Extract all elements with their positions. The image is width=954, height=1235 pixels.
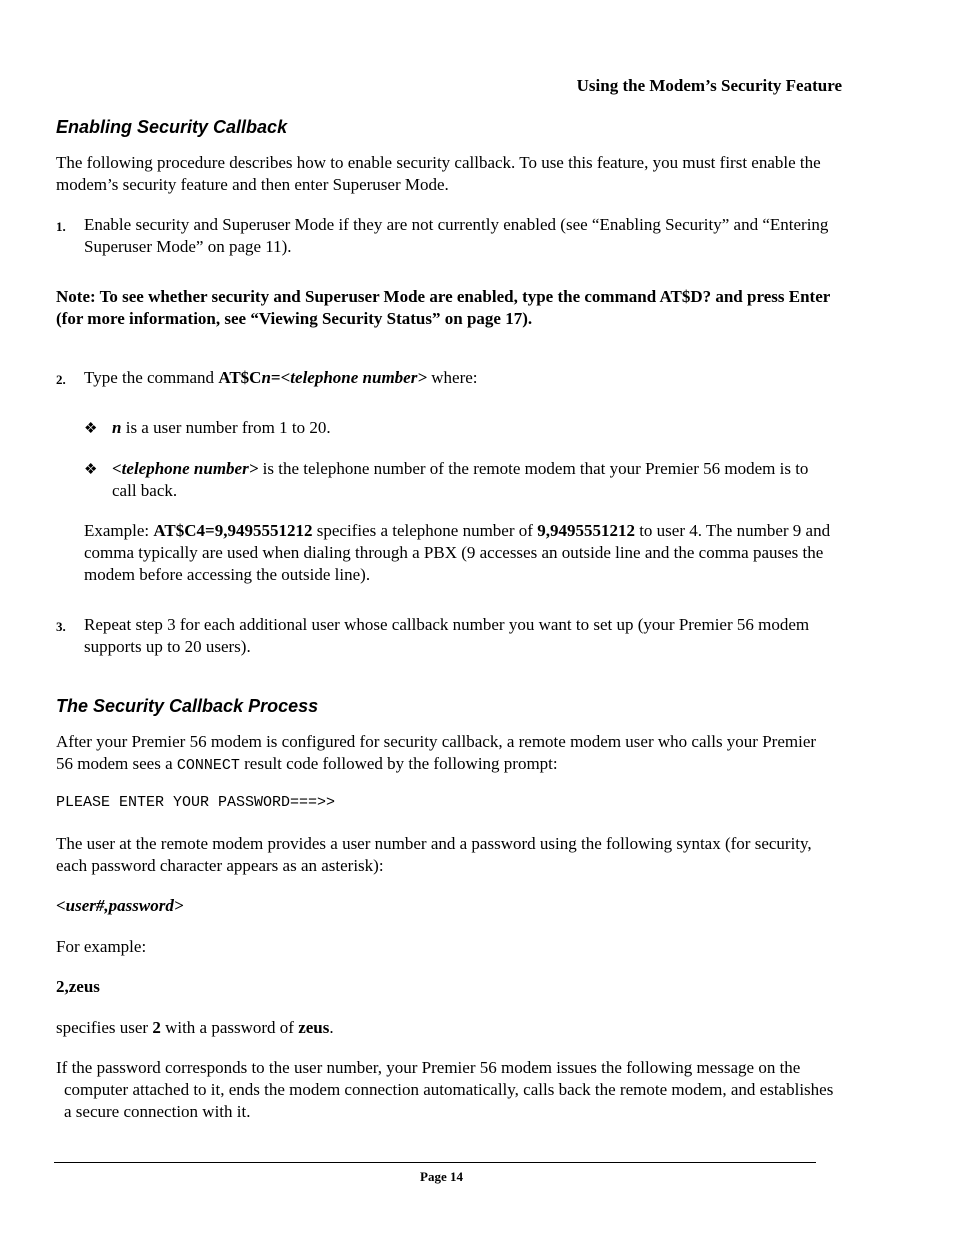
closing-paragraph: If the password corresponds to the user number, your Premier 56 modem issues the following message on the computer attached to it, ends the modem connection automatically, calls back the remote modem, and establishes a secure connection with it. — [56, 1058, 834, 1121]
specifies-text-b: with a password of — [160, 1018, 299, 1037]
bullet-2-term: <telephone number> — [112, 459, 259, 478]
page-number: Page 14 — [420, 1169, 463, 1184]
running-header: Using the Modem’s Security Feature — [576, 76, 842, 95]
command-equals: = — [270, 368, 281, 387]
step-2-prefix: Type the command — [84, 368, 219, 387]
callback-process-text-a: After your Premier 56 modem is configured for security callback, a remote modem user who calls your Premier 56 modem sees a — [56, 732, 817, 773]
for-example-label: For example: — [56, 937, 147, 956]
bullet-diamond-icon: ❖ — [84, 462, 98, 478]
step-1-text: Enable security and Superuser Mode if they are not currently enabled (see “Enabling Security” and “Entering Superuser Mode” on page 11). — [84, 215, 829, 256]
bullet-1-description: is a user number from 1 to 20. — [121, 418, 331, 437]
example-number: 9,9495551212 — [537, 521, 635, 540]
specifies-text-a: specifies user — [56, 1018, 153, 1037]
step-2-suffix: where: — [427, 368, 478, 387]
bullet-2-text — [112, 458, 832, 502]
specifies-text-c: . — [329, 1018, 334, 1037]
step-3-text: Repeat step 3 for each additional user whose callback number you want to set up (your Premier 56 modem supports up to 20 users). — [84, 615, 810, 656]
command-at-c: AT$C — [218, 368, 262, 387]
step-1-number: 1. — [56, 219, 66, 234]
bullet-diamond-icon: ❖ — [84, 421, 98, 437]
command-telephone-number: <telephone number> — [280, 368, 428, 387]
callback-process-text-b: result code followed by the following prompt: — [239, 754, 558, 773]
command-n: n — [261, 368, 271, 387]
step-3-number: 3. — [56, 619, 66, 634]
syntax-paragraph: The user at the remote modem provides a user number and a password using the following syntax (for security, each password character appears as an asterisk): — [56, 834, 812, 875]
footer-rule — [54, 1162, 816, 1163]
syntax-line: <user#,password> — [56, 896, 184, 915]
example-paragraph — [84, 520, 844, 586]
example-command: AT$C4=9,9495551212 — [153, 521, 313, 540]
step-2-text — [84, 367, 844, 389]
callback-process-paragraph — [56, 731, 836, 777]
example-mid: specifies a telephone number of — [312, 521, 538, 540]
bullet-2-description: is the telephone number of the remote modem that your Premier 56 modem is to call back. — [112, 459, 809, 500]
bullet-1-text — [112, 417, 832, 439]
specifies-paragraph — [56, 1017, 836, 1039]
note-paragraph: Note: To see whether security and Superuser Mode are enabled, type the command AT$D? and press Enter (for more information, see “Viewing Security Status” on page 17). — [56, 287, 830, 328]
connect-code: CONNECT — [176, 757, 240, 774]
example-rest: to user 4. The number 9 and comma typically are used when dialing through a PBX (9 accesses an outside line and the comma pauses the modem before accessing the outside line). — [84, 521, 831, 584]
intro-paragraph: The following procedure describes how to enable security callback. To use this feature, you must first enable the modem’s security feature and then enter Superuser Mode. — [56, 153, 821, 194]
example-credentials: 2,zeus — [56, 977, 100, 996]
example-prefix: Example: — [84, 521, 154, 540]
specifies-password: zeus — [298, 1018, 330, 1037]
section-heading-enabling-callback: Enabling Security Callback — [56, 117, 288, 137]
password-prompt: PLEASE ENTER YOUR PASSWORD===>> — [56, 794, 336, 811]
bullet-1-term: n — [112, 418, 122, 437]
specifies-user: 2 — [152, 1018, 161, 1037]
step-2-number: 2. — [56, 372, 66, 387]
section-heading-callback-process: The Security Callback Process — [56, 696, 319, 716]
